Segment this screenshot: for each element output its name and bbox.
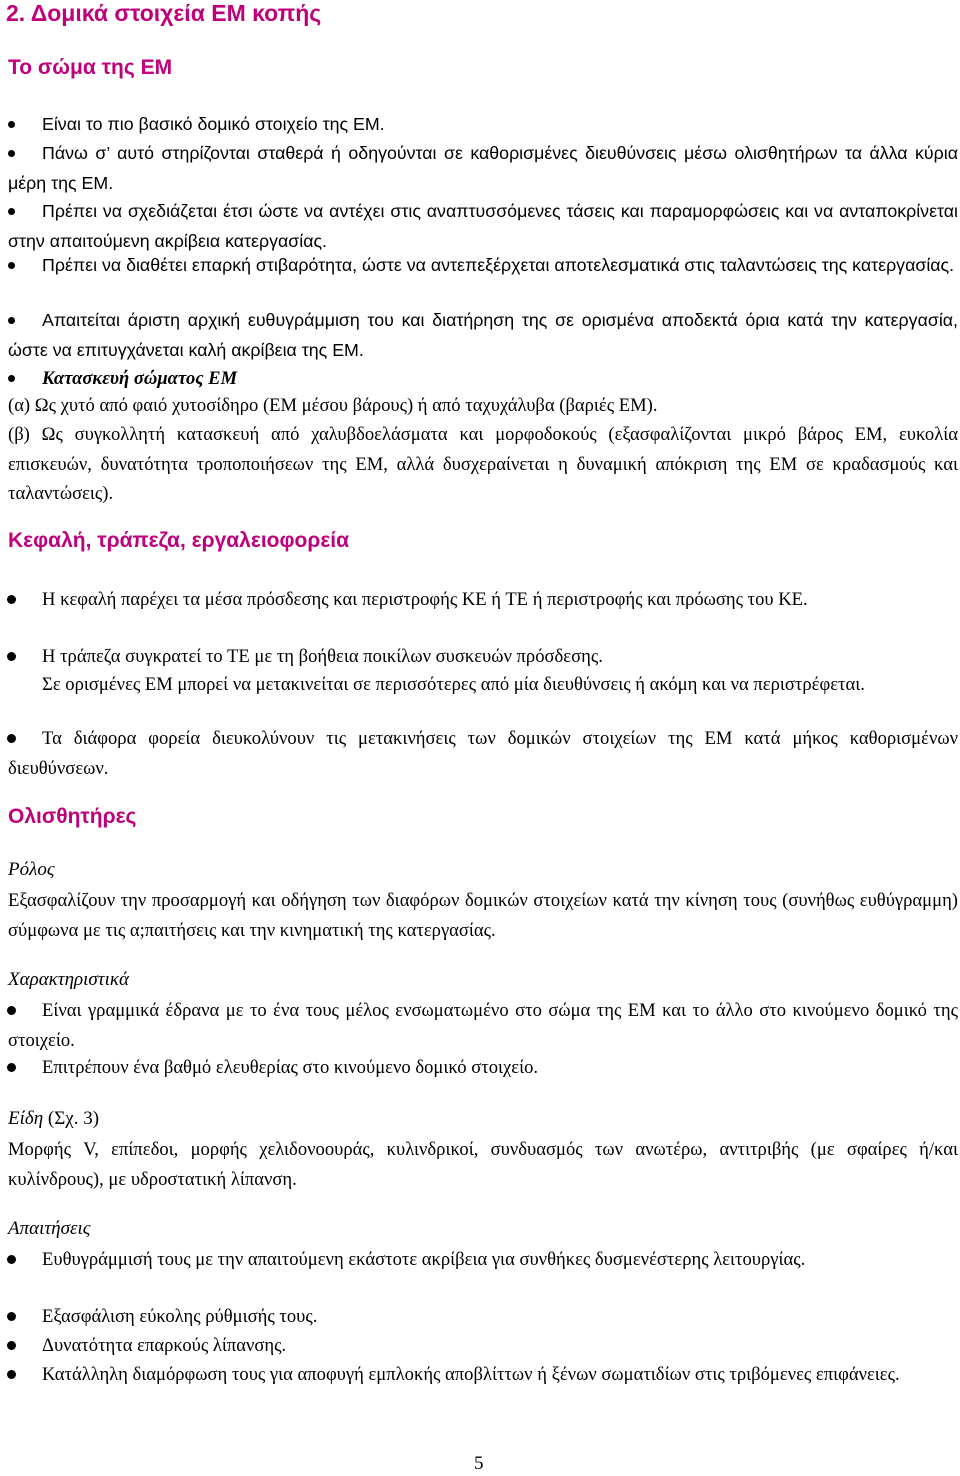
list-item: Είναι το πιο βασικό δομικό στοιχείο της ΕΜ. xyxy=(8,110,958,140)
table-continuation: Σε ορισμένες ΕΜ μπορεί να μετακινείται σε περισσότερες από μία διευθύνσεις ή ακόμη και να περιστρέφεται. xyxy=(42,674,865,695)
chapter-heading: 2. Δομικά στοιχεία ΕΜ κοπής xyxy=(6,0,322,26)
types-text: Μορφής V, επίπεδοι, μορφής χελιδονοουράς, κυλινδρικοί, συνδυασμός των ανωτέρω, αντιτριβής (με σφαίρες ή/και κυλίνδρους), με υδροστατική λίπανση. xyxy=(8,1139,958,1190)
list-item: Ευθυγράμμισή τους με την απαιτούμενη εκάστοτε ακρίβεια για συνθήκες δυσμενέστερης λειτουργίας. xyxy=(8,1245,958,1275)
bullet-icon xyxy=(7,734,16,743)
features-title: Χαρακτηριστικά xyxy=(8,969,129,990)
list-item: Είναι γραμμικά έδρανα με το ένα τους μέλος ενσωματωμένο στο σώμα της ΕΜ και το άλλο στο κινούμενο δομικό της στοιχείο. xyxy=(8,1000,958,1051)
bullet-icon xyxy=(8,150,15,157)
list-item: Πρέπει να σχεδιάζεται έτσι ώστε να αντέχει στις αναπτυσσόμενες τάσεις και παραμορφώσεις και να ανταποκρίνεται στην απαιτούμενη ακρίβεια κατεργασίας. xyxy=(8,201,958,251)
construction-option-a: (α) Ως χυτό από φαιό χυτοσίδηρο (ΕΜ μέσου βάρους) ή από ταχυχάλυβα (βαριές ΕΜ). xyxy=(8,395,658,416)
section-title-body: Το σώμα της ΕΜ xyxy=(8,56,173,79)
bullet-icon xyxy=(8,317,15,324)
page-number: 5 xyxy=(474,1453,484,1474)
bullet-icon xyxy=(7,1312,16,1321)
section-title-slides: Ολισθητήρες xyxy=(8,805,137,828)
role-text: Εξασφαλίζουν την προσαρμογή και οδήγηση των διαφόρων δομικών στοιχείων κατά την κίνηση τους (συνήθως ευθύγραμμη) σύμφωνα με τις α;παιτήσεις και την κινηματική της κατεργασίας. xyxy=(8,890,958,941)
list-item: Δυνατότητα επαρκούς λίπανσης. xyxy=(8,1331,958,1361)
list-item: Απαιτείται άριστη αρχική ευθυγράμμιση του και διατήρηση της σε ορισμένα αποδεκτά όρια κατά την κατεργασία, ώστε να επιτυγχάνεται καλή ακρίβεια της ΕΜ. xyxy=(8,310,958,360)
construction-option-b: (β) Ως συγκολλητή κατασκευή από χαλυβδοελάσματα και μορφοδοκούς (εξασφαλίζονται μικρό βάρος ΕΜ, ευκολία επισκευών, δυνατότητα τροποποιήσεων της ΕΜ, αλλά δυσχεραίνεται η δυναμική απόκριση της ΕΜ σε κραδασμούς και ταλαντώσεις). xyxy=(8,424,958,504)
bullet-icon xyxy=(7,1341,16,1350)
list-item: Κατασκευή σώματος ΕΜ xyxy=(8,364,958,394)
bullet-icon xyxy=(8,121,15,128)
bullet-icon xyxy=(7,652,16,661)
bullet-icon xyxy=(8,262,15,269)
section-title-head-table: Κεφαλή, τράπεζα, εργαλειοφορεία xyxy=(8,529,350,552)
list-item: Πάνω σ’ αυτό στηρίζονται σταθερά ή οδηγούνται σε καθορισμένες διευθύνσεις μέσω ολισθητήρων τα άλλα κύρια μέρη της ΕΜ. xyxy=(8,143,958,193)
figure-reference: (Σχ. 3) xyxy=(43,1108,100,1129)
list-item: Εξασφάλιση εύκολης ρύθμισής τους. xyxy=(8,1302,958,1332)
bullet-icon xyxy=(8,375,15,382)
list-item: Πρέπει να διαθέτει επαρκή στιβαρότητα, ώστε να αντεπεξέρχεται αποτελεσματικά στις ταλαντώσεις της κατεργασίας. xyxy=(8,251,958,281)
list-item: Κατάλληλη διαμόρφωση τους για αποφυγή εμπλοκής αποβλίττων ή ξένων σωματιδίων στις τριβόμενες επιφάνειες. xyxy=(8,1360,958,1390)
bullet-icon xyxy=(7,595,16,604)
types-title: Είδη (Σχ. 3) xyxy=(8,1108,100,1129)
list-item: Επιτρέπουν ένα βαθμό ελευθερίας στο κινούμενο δομικό στοιχείο. xyxy=(8,1053,958,1083)
bullet-icon xyxy=(7,1006,16,1015)
bullet-icon xyxy=(7,1370,16,1379)
bullet-icon xyxy=(7,1063,16,1072)
requirements-title: Απαιτήσεις xyxy=(8,1218,91,1239)
bullet-icon xyxy=(7,1255,16,1264)
list-item: Η τράπεζα συγκρατεί το ΤΕ με τη βοήθεια ποικίλων συσκευών πρόσδεσης. xyxy=(8,642,958,672)
bullet-icon xyxy=(8,208,15,215)
role-title: Ρόλος xyxy=(8,859,55,880)
list-item: Τα διάφορα φορεία διευκολύνουν τις μετακινήσεις των δομικών στοιχείων της ΕΜ κατά μήκος καθορισμένων διευθύνσεων. xyxy=(8,728,958,779)
list-item: Η κεφαλή παρέχει τα μέσα πρόσδεσης και περιστροφής ΚΕ ή ΤΕ ή περιστροφής και πρόωσης του ΚΕ. xyxy=(8,585,958,615)
